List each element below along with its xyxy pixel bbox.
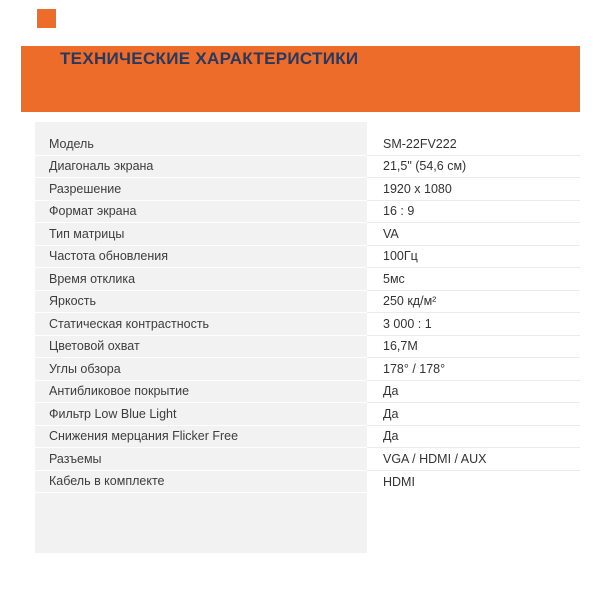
spec-label: Тип матрицы (35, 223, 367, 246)
spec-label: Статическая контрастность (35, 313, 367, 336)
header-band (21, 46, 580, 112)
spec-label: Антибликовое покрытие (35, 381, 367, 404)
spec-label: Фильтр Low Blue Light (35, 403, 367, 426)
spec-table (35, 122, 580, 553)
spec-value: 250 кд/м² (367, 291, 580, 314)
spec-row (35, 381, 580, 404)
spec-row (35, 223, 580, 246)
spec-row (35, 201, 580, 224)
spec-row (35, 336, 580, 359)
spec-row (35, 426, 580, 449)
spec-value: 1920 x 1080 (367, 178, 580, 201)
spec-value: SM-22FV222 (367, 133, 580, 156)
spec-value: HDMI (367, 471, 580, 494)
spec-value: 3 000 : 1 (367, 313, 580, 336)
spec-row (35, 133, 580, 156)
spec-row (35, 448, 580, 471)
spec-table-footer (35, 493, 580, 553)
spec-label: Кабель в комплекте (35, 471, 367, 494)
spec-row (35, 291, 580, 314)
spec-row (35, 268, 580, 291)
spec-row (35, 471, 580, 494)
spec-row (35, 178, 580, 201)
spec-label: Снижения мерцания Flicker Free (35, 426, 367, 449)
spec-value: 16,7M (367, 336, 580, 359)
spec-value: 16 : 9 (367, 201, 580, 224)
spec-label: Диагональ экрана (35, 156, 367, 179)
spec-label: Время отклика (35, 268, 367, 291)
spec-label: Разъемы (35, 448, 367, 471)
spec-label: Формат экрана (35, 201, 367, 224)
spec-value: VA (367, 223, 580, 246)
spec-row (35, 403, 580, 426)
spec-row (35, 156, 580, 179)
accent-square (37, 9, 56, 28)
spec-value: Да (367, 403, 580, 426)
spec-value: 178° / 178° (367, 358, 580, 381)
spec-value: Да (367, 381, 580, 404)
spec-row (35, 313, 580, 336)
spec-row (35, 358, 580, 381)
spec-row (35, 246, 580, 269)
spec-value: 5мс (367, 268, 580, 291)
spec-table-rows (35, 133, 580, 493)
spec-value: 21,5" (54,6 см) (367, 156, 580, 179)
spec-label: Модель (35, 133, 367, 156)
spec-label: Цветовой охват (35, 336, 367, 359)
page-title: ТЕХНИЧЕСКИЕ ХАРАКТЕРИСТИКИ (60, 49, 359, 68)
spec-value: VGA / HDMI / AUX (367, 448, 580, 471)
spec-table-top-padding (35, 122, 580, 133)
spec-label: Яркость (35, 291, 367, 314)
spec-value: Да (367, 426, 580, 449)
spec-label: Разрешение (35, 178, 367, 201)
spec-label: Углы обзора (35, 358, 367, 381)
spec-label: Частота обновления (35, 246, 367, 269)
spec-value: 100Гц (367, 246, 580, 269)
